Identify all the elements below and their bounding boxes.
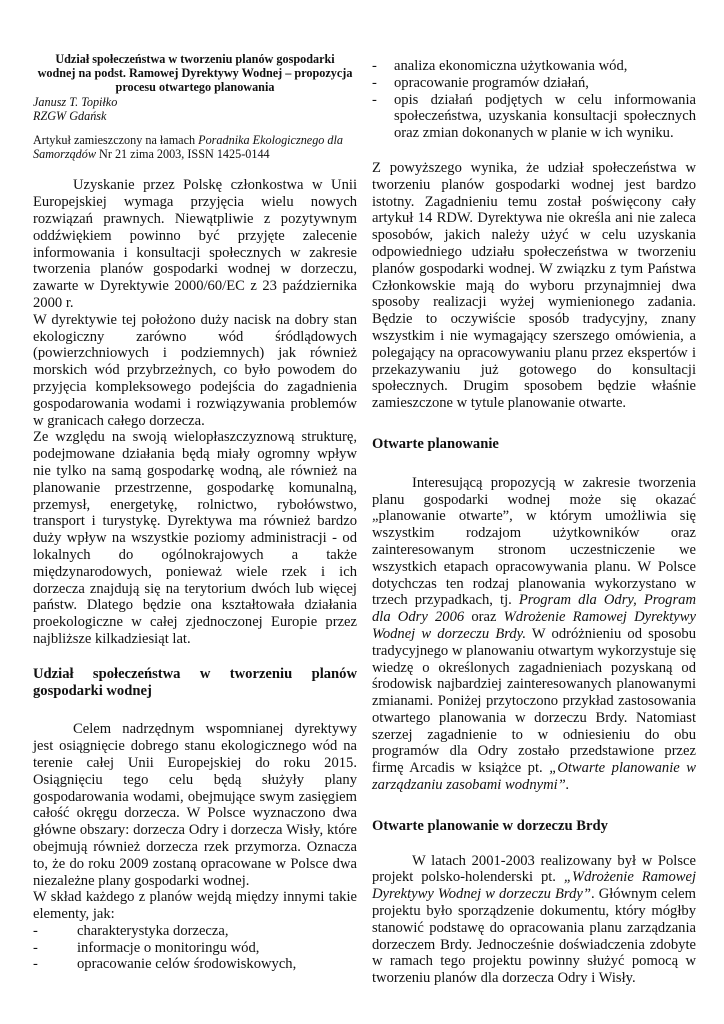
list-item: - opis działań podjętych w celu informowania społeczeństwa, uzyskania konsultacji społecznych oraz zmian dokonanych w planie w ich wyniku. xyxy=(372,92,696,142)
brda-project-title: Wdrożenie Ramowej Dyrektywy Wodnej w dorzeczu Brdy. xyxy=(372,609,696,642)
intro-paragraph-2: W dyrektywie tej położono duży nacisk na dobry stan ekologiczny zarówno wód śródlądowych (powierzchniowych i podziemnych) jak również morskich wód przybrzeżnych, co było powodem do przyjęcia kompleksowego podejścia do zagadnienia gospodarowania wodami i rozwiązywania problemów w granicach całego dorzecza. xyxy=(33,311,357,429)
list-item: - analiza ekonomiczna użytkowania wód, xyxy=(372,58,696,75)
list-item: - charakterystyka dorzecza, xyxy=(33,923,357,940)
section1-paragraph-2: W skład każdego z planów wejdą między innymi takie elementy, jak: xyxy=(33,889,357,923)
intro-paragraph-1: Uzyskanie przez Polskę członkostwa w Unii Europejskiej wymaga przyjęcia wielu nowych rozwiązań prawnych. Niewątpliwie z pozytywnym oddźwiękiem powinno być przyjęte zalecenie informowania i konsultacji społecznych w zakresie tworzenia planów gospodarki wodnej w dorzeczu, zawarte w Dyrektywie 2000/60/EC z 23 października 2000 r. xyxy=(33,177,357,311)
section-heading-2: Otwarte planowanie xyxy=(372,435,499,452)
text-run: oraz xyxy=(464,609,504,626)
text-run: W latach 2001-2003 realizowany był w Polsce projekt polsko-holenderski pt. xyxy=(372,852,696,886)
section1-paragraph-1: Celem nadrzędnym wspomnianej dyrektywy jest osiągnięcie dobrego stanu ekologicznego wód na terenie całej Unii Europejskiej do roku 2015. Osiągnięciu tego celu będą służyły plany gospodarowania wodami, obejmujące swym zasięgiem całość okręgu dorzecza. W Polsce wyznaczono dwa główne obszary: dorzecza Odry i dorzecza Wisły, które obejmują również dorzecza rzek przymorza. Oznacza to, że do roku 2009 zostaną opracowane w Polsce dwa niezależne plany gospodarki wodnej. xyxy=(33,721,357,889)
conclusion-paragraph: Z powyższego wynika, że udział społeczeństwa w tworzeniu planów gospodarki wodnej jest bardzo istotny. Zagadnieniu temu został poświęcony cały artykuł 14 RDW. Dyrektywa nie określa ani nie zaleca sposobów, jakich należy użyć w celu uzyskania odpowiedniego udziału społeczeństwa w tworzeniu planów gospodarki wodnej. W związku z tym Państwa Członkowskie mają do wyboru przynajmniej dwa sposoby realizacji wyżej wymienionego zadania. Będzie to oczywiście sposób tradycyjny, znany wszystkim i nie wymagający szerszego omówienia, a polegający na opracowywaniu planu przez ekspertów i przekazywaniu już gotowego do konsultacji społecznych. Drugim sposobem będzie właśnie zamieszczone w tytule planowanie otwarte. xyxy=(372,159,696,412)
list-item: - opracowanie programów działań, xyxy=(372,75,696,92)
program-odra-title: Program dla Odry, Program dla Odry 2006 xyxy=(372,592,696,626)
open-planning-paragraph xyxy=(372,475,696,794)
publication-journal: Poradnika Ekologicznego dla Samorządów xyxy=(33,133,344,162)
left-column xyxy=(33,52,357,973)
right-column xyxy=(372,58,696,987)
text-run: . Głównym celem projektu było sporządzenie dokumentu, który mógłby stanowić podstawę do opracowania planu zarządzania dorzeczem Brdy. Jednocześnie doświadczenia zdobyte w ramach tego projektu powinny służyć pomocą w tworzeniu planów dla dorzecza Odry i Wisły. xyxy=(372,886,696,987)
elements-list-left xyxy=(33,923,357,973)
list-item: - informacje o monitoringu wód, xyxy=(33,940,357,957)
text-run: W odróżnieniu od sposobu tradycyjnego w planowaniu otwartym wykorzystuje się wiedzę o określonych zagadnieniach pozyskaną od środowisk najbardziej zainteresowanych planowanymi zmianami. Poniżej przytoczono przykład zastosowania otwartego planowania w dorzeczu Brdy. Natomiast szerzej zagadnienie to w odniesieniu do obu programów dla Odry zostało przedstawione przez firmę Arcadis w książce pt. xyxy=(372,625,696,777)
brda-project-name: „Wdrożenie Ramowej Dyrektywy Wodnej w dorzeczu Brdy” xyxy=(372,869,697,903)
section-heading-1: Udział społeczeństwa w tworzeniu planów gospodarki wodnej xyxy=(33,665,357,699)
author: Janusz T. Topiłko xyxy=(33,94,118,109)
elements-list-right xyxy=(372,58,696,142)
book-title: „Otwarte planowanie w zarządzaniu zasobami wodnymi”. xyxy=(372,760,697,794)
list-item: - opracowanie celów środowiskowych, xyxy=(33,956,357,973)
section-heading-3: Otwarte planowanie w dorzeczu Brdy xyxy=(372,817,608,834)
article-title: Udział społeczeństwa w tworzeniu planów gospodarki wodnej na podst. Ramowej Dyrektywy Wodnej – propozycja procesu otwartego planowania xyxy=(37,52,353,95)
publication-prefix: Artykuł zamieszczony na łamach xyxy=(33,133,199,148)
publication-suffix: Nr 21 zima 2003, ISSN 1425-0144 xyxy=(95,147,270,162)
publication-note xyxy=(33,133,357,161)
institution: RZGW Gdańsk xyxy=(33,108,107,123)
text-run: Interesującą propozycją w zakresie tworzenia planu gospodarki wodnej może się okazać „planowanie otwarte”, w którym umożliwia się wszystkim rodzajom użytkowników oraz zainteresowanym stronom uczestniczenie we wszystkich etapach opracowywania planu. W Polsce dotychczas ten rodzaj planowania wykorzystano w trzech przypadkach, tj. xyxy=(372,474,696,609)
intro-paragraph-3: Ze względu na swoją wielopłaszczyznową strukturę, podejmowane działania będą miały ogromny wpływ nie tylko na samą gospodarkę wodną, ale również na planowanie przestrzenne, gospodarkę komunalną, przemysł, energetykę, rolnictwo, rybołówstwo, transport i turystykę. Dyrektywa ma również bardzo duży wpływ na wszystkie poziomy administracji - od lokalnych do ogólnokrajowych a także międzynarodowych, ponieważ wiele rzek i ich dorzecza znajdują się na terytorium dwóch lub więcej państw. Dlatego będzie ona kształtowała działania proekologiczne w całej zjednoczonej Europie przez najbliższe kilkadziesiąt lat. xyxy=(33,429,357,647)
brda-paragraph xyxy=(372,853,696,987)
